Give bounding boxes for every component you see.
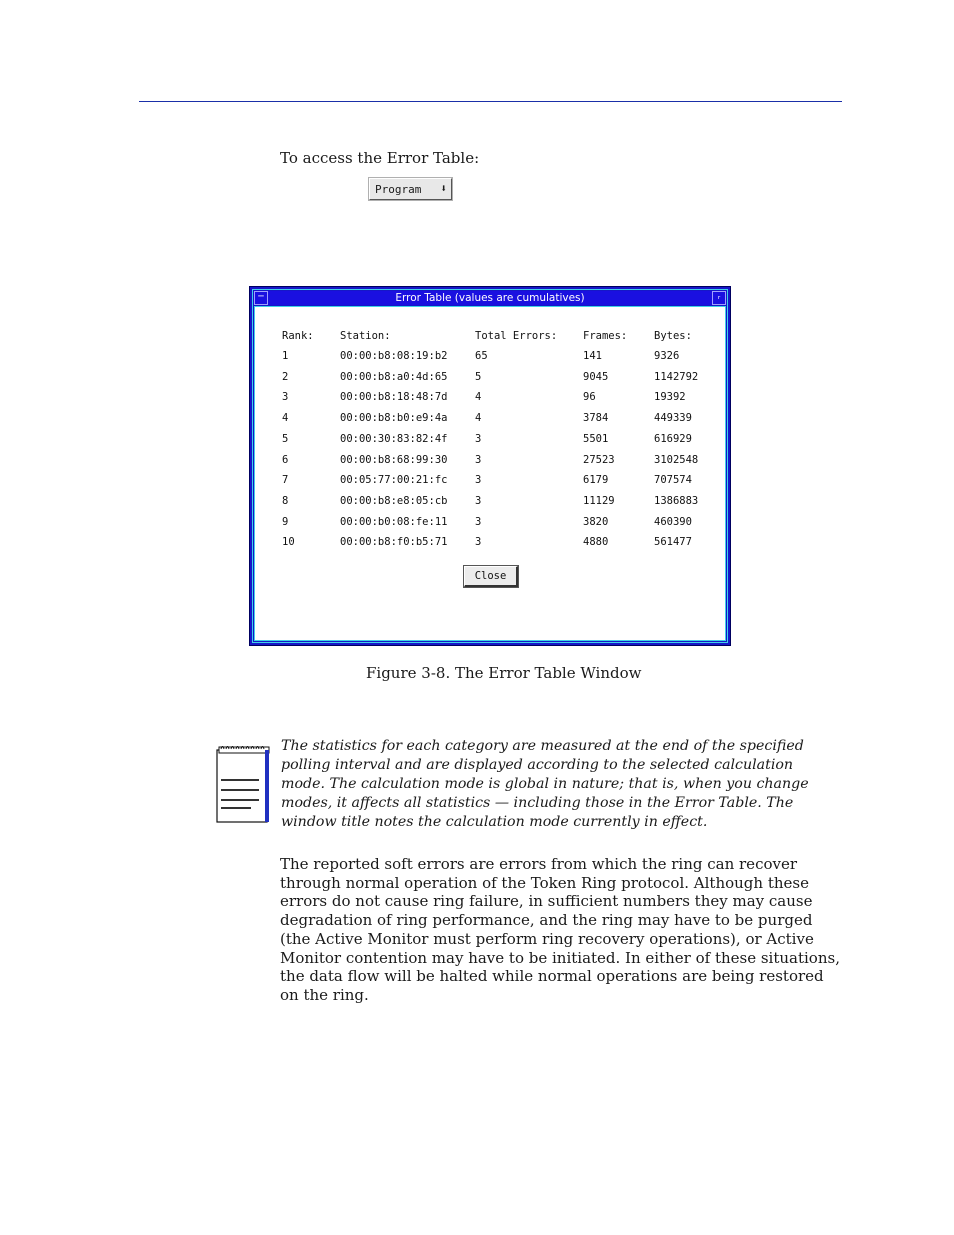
cell-station: 00:00:b8:b0:e9:4a <box>340 412 448 425</box>
intro-text: To access the Error Table: <box>280 149 480 167</box>
cell-rank: 7 <box>282 474 289 487</box>
cell-bytes: 616929 <box>654 432 692 445</box>
cell-bytes: 561477 <box>654 536 692 549</box>
cell-frames: 141 <box>583 350 602 362</box>
cell-frames: 9045 <box>583 370 609 383</box>
cell-station: 00:00:b8:18:48:7d <box>340 391 448 404</box>
cell-station: 00:00:b8:68:99:30 <box>340 453 448 466</box>
cell-frames: 6179 <box>583 474 609 487</box>
table-row <box>255 516 725 530</box>
window-titlebar[interactable] <box>254 291 726 305</box>
cell-rank: 10 <box>282 536 295 549</box>
column-header-frames: Frames: <box>583 330 628 342</box>
cell-total-errors: 3 <box>475 536 482 549</box>
cell-station: 00:05:77:00:21:fc <box>340 474 448 487</box>
table-row <box>255 412 725 426</box>
cell-frames: 4880 <box>583 536 609 549</box>
table-header-row <box>255 330 725 344</box>
cell-total-errors: 5 <box>475 370 482 383</box>
cell-frames: 96 <box>583 391 596 404</box>
table-row <box>255 371 725 385</box>
column-header-bytes: Bytes: <box>654 330 692 342</box>
cell-total-errors: 3 <box>475 474 482 487</box>
cell-bytes: 449339 <box>654 412 692 425</box>
table-row <box>255 391 725 405</box>
maximize-icon[interactable]: ᵣ <box>712 291 726 305</box>
cell-station: 00:00:b8:f0:b5:71 <box>340 536 448 549</box>
cell-total-errors: 3 <box>475 515 482 528</box>
cell-rank: 5 <box>282 432 289 445</box>
cell-total-errors: 3 <box>475 432 482 445</box>
cell-bytes: 9326 <box>654 350 680 362</box>
body-paragraph: The reported soft errors are errors from which the ring can recover through normal operation of the Token Ring protocol. Although these errors do not cause ring failure, in sufficient numbers they may cause degradation of ring performance, and the ring may have to be purged (the Active Monitor must perform ring recovery operations), or Active Monitor contention may have to be initiated. In either of these situations, the data flow will be halted while normal operations are being restored on the ring. <box>280 855 840 1004</box>
system-menu-icon[interactable]: ─ <box>254 291 268 305</box>
cell-rank: 4 <box>282 412 289 425</box>
cell-rank: 1 <box>282 350 289 362</box>
cell-rank: 9 <box>282 515 289 528</box>
error-table-window <box>249 286 731 646</box>
cell-bytes: 707574 <box>654 474 692 487</box>
cell-total-errors: 3 <box>475 494 482 507</box>
cell-frames: 11129 <box>583 494 615 507</box>
program-button[interactable] <box>369 178 452 200</box>
cell-bytes: 3102548 <box>654 453 699 466</box>
cell-station: 00:00:30:83:82:4f <box>340 432 448 445</box>
cell-total-errors: 4 <box>475 412 482 425</box>
table-row <box>255 495 725 509</box>
close-button[interactable]: Close <box>464 566 518 587</box>
column-header-rank: Rank: <box>282 330 314 342</box>
cell-station: 00:00:b0:08:fe:11 <box>340 515 448 528</box>
table-row <box>255 474 725 488</box>
cell-bytes: 19392 <box>654 391 686 404</box>
table-row <box>255 454 725 468</box>
note-text: The statistics for each category are measured at the end of the specified polling interval and are displayed according to the selected calculation mode. The calculation mode is global in nature; that is, when you change modes, it affects all statistics — including those in the Error Table. The window title notes the calculation mode currently in effect. <box>281 738 809 830</box>
cell-rank: 8 <box>282 494 289 507</box>
cell-bytes: 1386883 <box>654 494 699 507</box>
cell-frames: 27523 <box>583 453 615 466</box>
table-row <box>255 350 725 364</box>
column-header-total-errors: Total Errors: <box>475 330 558 342</box>
column-header-station: Station: <box>340 330 391 342</box>
cell-rank: 6 <box>282 453 289 466</box>
cell-station: 00:00:b8:e8:05:cb <box>340 494 448 507</box>
cell-bytes: 460390 <box>654 515 692 528</box>
cell-station: 00:00:b8:a0:4d:65 <box>340 370 448 383</box>
cell-frames: 5501 <box>583 432 609 445</box>
cell-frames: 3820 <box>583 515 609 528</box>
figure-caption: Figure 3-8. The Error Table Window <box>366 664 642 682</box>
cell-rank: 3 <box>282 391 289 404</box>
window-client-area <box>254 306 726 641</box>
table-row <box>255 433 725 447</box>
notepad-icon <box>215 740 271 824</box>
header-rule <box>139 101 842 102</box>
cell-total-errors: 65 <box>475 350 488 362</box>
table-row <box>255 536 725 550</box>
cell-total-errors: 4 <box>475 391 482 404</box>
program-button-label: Program <box>375 182 422 196</box>
cell-total-errors: 3 <box>475 453 482 466</box>
window-title: Error Table (values are cumulatives) <box>395 292 585 304</box>
cell-bytes: 1142792 <box>654 370 699 383</box>
cell-frames: 3784 <box>583 412 609 425</box>
cell-station: 00:00:b8:08:19:b2 <box>340 350 448 362</box>
dropdown-arrow-icon: ⬇ <box>440 182 447 195</box>
cell-rank: 2 <box>282 370 289 383</box>
